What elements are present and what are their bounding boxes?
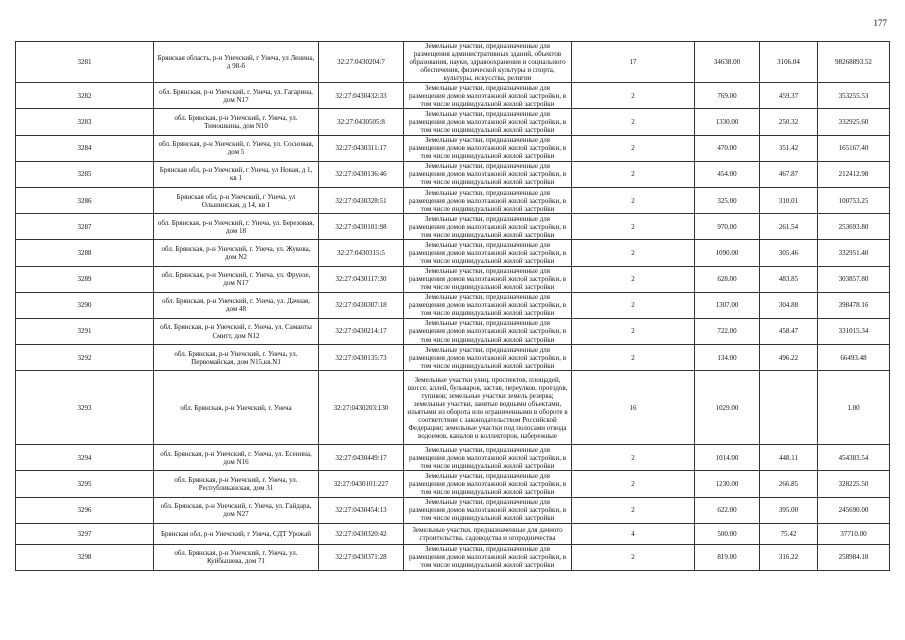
- use-group-cell: 2: [572, 471, 695, 497]
- area-cell: 1230.00: [695, 471, 760, 497]
- row-number-cell: 3292: [16, 345, 154, 371]
- use-group-cell: 4: [572, 523, 695, 544]
- specific-value-cell: 459.37: [760, 83, 818, 109]
- cadastral-value-cell: 331015.34: [818, 318, 890, 344]
- specific-value-cell: 351.42: [760, 135, 818, 161]
- land-use-cell: Земельные участки, предназначенные для размещения домов малоэтажной жилой застройки, в том числе индивидуальной жилой застройки: [404, 135, 572, 161]
- specific-value-cell: 266.85: [760, 471, 818, 497]
- address-cell: обл. Брянская, р-н Унечский, г. Унеча, ул. Березовая, дом 18: [154, 214, 319, 240]
- specific-value-cell: 448.11: [760, 445, 818, 471]
- row-number-cell: 3298: [16, 544, 154, 570]
- use-group-cell: 2: [572, 214, 695, 240]
- row-number-cell: 3294: [16, 445, 154, 471]
- cadastral-number-cell: 32:27:0430135:73: [319, 345, 404, 371]
- cadastral-value-cell: 258984.18: [818, 544, 890, 570]
- address-cell: обл. Брянская, р-н Унечский, г. Унеча, ул. Республиканская, дом 31: [154, 471, 319, 497]
- use-group-cell: 2: [572, 187, 695, 213]
- land-use-cell: Земельные участки, предназначенные для размещения домов малоэтажной жилой застройки, в том числе индивидуальной жилой застройки: [404, 544, 572, 570]
- table-row: [16, 445, 890, 471]
- row-number-cell: 3283: [16, 109, 154, 135]
- area-cell: 1307.00: [695, 292, 760, 318]
- address-cell: обл. Брянская, р-н Унечский, г. Унеча, ул. Гагарина, дом N17: [154, 83, 319, 109]
- land-use-cell: Земельные участки, предназначенные для размещения домов малоэтажной жилой застройки, в том числе индивидуальной жилой застройки: [404, 266, 572, 292]
- cadastral-value-cell: 332951.40: [818, 240, 890, 266]
- cadastral-number-cell: 32:27:0430214:17: [319, 318, 404, 344]
- area-cell: 722.00: [695, 318, 760, 344]
- cadastral-value-cell: 212412.98: [818, 161, 890, 187]
- row-number-cell: 3293: [16, 371, 154, 445]
- cadastral-value-cell: 253693.80: [818, 214, 890, 240]
- area-cell: 325.00: [695, 187, 760, 213]
- use-group-cell: 2: [572, 240, 695, 266]
- row-number-cell: 3291: [16, 318, 154, 344]
- address-cell: обл. Брянская, р-н Унечский, г. Унеча, ул. Куйбышева, дом 71: [154, 544, 319, 570]
- area-cell: 970.00: [695, 214, 760, 240]
- cadastral-number-cell: 32:27:0430307:18: [319, 292, 404, 318]
- specific-value-cell: 496.22: [760, 345, 818, 371]
- land-use-cell: Земельные участки, предназначенные для размещения домов малоэтажной жилой застройки, в том числе индивидуальной жилой застройки: [404, 292, 572, 318]
- row-number-cell: 3282: [16, 83, 154, 109]
- cadastral-number-cell: 32:27:0430101:98: [319, 214, 404, 240]
- table-row: [16, 240, 890, 266]
- address-cell: обл. Брянская, р-н Унечский, г. Унеча, ул. Тимошкина, дом N10: [154, 109, 319, 135]
- land-use-cell: Земельные участки, предназначенные для размещения административных зданий, объектов образования, науки, здравоохранения и социального обеспечения, физической культуры и спорта, культуры, искусства, религии: [404, 42, 572, 83]
- land-use-cell: Земельные участки, предназначенные для размещения домов малоэтажной жилой застройки, в том числе индивидуальной жилой застройки: [404, 497, 572, 523]
- area-cell: 1029.00: [695, 371, 760, 445]
- table-row: [16, 42, 890, 83]
- address-cell: обл. Брянская, р-н Унечский, г. Унеча, ул. Саманты Смитт, дом N12: [154, 318, 319, 344]
- specific-value-cell: 310.01: [760, 187, 818, 213]
- cadastral-value-cell: 245690.00: [818, 497, 890, 523]
- table-row: [16, 161, 890, 187]
- cadastral-value-cell: 37710.00: [818, 523, 890, 544]
- address-cell: Брянская область, р-н Унечский, г Унеча, ул Ленина, д 98-б: [154, 42, 319, 83]
- address-cell: обл. Брянская, р-н Унечский, г. Унеча, ул. Жукова, дом N2: [154, 240, 319, 266]
- use-group-cell: 2: [572, 318, 695, 344]
- table-row: [16, 371, 890, 445]
- cadastral-number-cell: 32:27:0430117:30: [319, 266, 404, 292]
- specific-value-cell: 3106.04: [760, 42, 818, 83]
- land-use-cell: Земельные участки, предназначенные для дачного строительства, садоводства и огородничества: [404, 523, 572, 544]
- table-row: [16, 266, 890, 292]
- specific-value-cell: 250.32: [760, 109, 818, 135]
- cadastral-value-cell: 66493.48: [818, 345, 890, 371]
- land-use-cell: Земельные участки, предназначенные для размещения домов малоэтажной жилой застройки, в том числе индивидуальной жилой застройки: [404, 240, 572, 266]
- land-registry-table: [15, 41, 890, 571]
- cadastral-value-cell: 165167.40: [818, 135, 890, 161]
- specific-value-cell: 304.88: [760, 292, 818, 318]
- row-number-cell: 3295: [16, 471, 154, 497]
- cadastral-number-cell: 32:27:0430101:227: [319, 471, 404, 497]
- table-row: [16, 544, 890, 570]
- area-cell: 34638.00: [695, 42, 760, 83]
- table-row: [16, 83, 890, 109]
- table-row: [16, 497, 890, 523]
- address-cell: Брянская обл, р-н Унечский, г Унеча, ул Новая, д 1, кв 1: [154, 161, 319, 187]
- land-use-cell: Земельные участки улиц, проспектов, площадей, шоссе, аллей, бульваров, застав, переулков, проездов, тупиков; земельные участки земель резерва; земельные участки, занятые водными объектами, изъятыми из оборота или ограниченными в обороте в соответствии с законодательством Российской Федерации; земельные участки под полосами отвода водоемов, каналов и коллекторов, набережные: [404, 371, 572, 445]
- area-cell: 454.00: [695, 161, 760, 187]
- row-number-cell: 3287: [16, 214, 154, 240]
- cadastral-number-cell: 32:27:0430136:46: [319, 161, 404, 187]
- address-cell: обл. Брянская, р-н Унечский, г. Унеча, ул. Первомайская, дом N15,кв.N1: [154, 345, 319, 371]
- row-number-cell: 3296: [16, 497, 154, 523]
- row-number-cell: 3297: [16, 523, 154, 544]
- cadastral-value-cell: 454383.54: [818, 445, 890, 471]
- cadastral-value-cell: 98268893.52: [818, 42, 890, 83]
- use-group-cell: 2: [572, 266, 695, 292]
- area-cell: 1014.00: [695, 445, 760, 471]
- use-group-cell: 2: [572, 497, 695, 523]
- area-cell: 769.00: [695, 83, 760, 109]
- specific-value-cell: 458.47: [760, 318, 818, 344]
- cadastral-value-cell: 353255.53: [818, 83, 890, 109]
- specific-value-cell: 261.54: [760, 214, 818, 240]
- table-row: [16, 109, 890, 135]
- cadastral-number-cell: 32:27:0430315:5: [319, 240, 404, 266]
- specific-value-cell: 305.46: [760, 240, 818, 266]
- use-group-cell: 2: [572, 161, 695, 187]
- row-number-cell: 3286: [16, 187, 154, 213]
- table-row: [16, 523, 890, 544]
- cadastral-number-cell: 32:27:0430449:17: [319, 445, 404, 471]
- land-use-cell: Земельные участки, предназначенные для размещения домов малоэтажной жилой застройки, в том числе индивидуальной жилой застройки: [404, 187, 572, 213]
- specific-value-cell: 483.85: [760, 266, 818, 292]
- land-use-cell: Земельные участки, предназначенные для размещения домов малоэтажной жилой застройки, в том числе индивидуальной жилой застройки: [404, 109, 572, 135]
- use-group-cell: 2: [572, 292, 695, 318]
- table-row: [16, 318, 890, 344]
- use-group-cell: 2: [572, 544, 695, 570]
- address-cell: Брянская обл, р-н Унечский, г Унеча, СДТ Урожай: [154, 523, 319, 544]
- land-use-cell: Земельные участки, предназначенные для размещения домов малоэтажной жилой застройки, в том числе индивидуальной жилой застройки: [404, 161, 572, 187]
- cadastral-number-cell: 32:27:0430328:51: [319, 187, 404, 213]
- land-use-cell: Земельные участки, предназначенные для размещения домов малоэтажной жилой застройки, в том числе индивидуальной жилой застройки: [404, 318, 572, 344]
- row-number-cell: 3290: [16, 292, 154, 318]
- cadastral-number-cell: 32:27:0430204:7: [319, 42, 404, 83]
- land-use-cell: Земельные участки, предназначенные для размещения домов малоэтажной жилой застройки, в том числе индивидуальной жилой застройки: [404, 214, 572, 240]
- cadastral-number-cell: 32:27:0430454:13: [319, 497, 404, 523]
- land-use-cell: Земельные участки, предназначенные для размещения домов малоэтажной жилой застройки, в том числе индивидуальной жилой застройки: [404, 471, 572, 497]
- cadastral-number-cell: 32:27:0430203:130: [319, 371, 404, 445]
- table-row: [16, 471, 890, 497]
- row-number-cell: 3281: [16, 42, 154, 83]
- cadastral-value-cell: 1.00: [818, 371, 890, 445]
- registry-body: [16, 42, 890, 571]
- table-row: [16, 187, 890, 213]
- cadastral-number-cell: 32:27:0430320:42: [319, 523, 404, 544]
- use-group-cell: 2: [572, 135, 695, 161]
- area-cell: 470.00: [695, 135, 760, 161]
- cadastral-value-cell: 100753.25: [818, 187, 890, 213]
- use-group-cell: 2: [572, 109, 695, 135]
- table-row: [16, 214, 890, 240]
- row-number-cell: 3285: [16, 161, 154, 187]
- row-number-cell: 3288: [16, 240, 154, 266]
- cadastral-value-cell: 328225.50: [818, 471, 890, 497]
- row-number-cell: 3289: [16, 266, 154, 292]
- area-cell: 500.00: [695, 523, 760, 544]
- land-use-cell: Земельные участки, предназначенные для размещения домов малоэтажной жилой застройки, в том числе индивидуальной жилой застройки: [404, 445, 572, 471]
- cadastral-value-cell: 303857.80: [818, 266, 890, 292]
- use-group-cell: 17: [572, 42, 695, 83]
- table-row: [16, 292, 890, 318]
- area-cell: 628.00: [695, 266, 760, 292]
- address-cell: обл. Брянская, р-н Унечский, г. Унеча, ул. Гайдара, дом N27: [154, 497, 319, 523]
- address-cell: Брянская обл, р-н Унечский, г Унеча, ул Ольшинская, д 14, кв 1: [154, 187, 319, 213]
- cadastral-number-cell: 32:27:0430311:17: [319, 135, 404, 161]
- cadastral-number-cell: 32:27:0430432:33: [319, 83, 404, 109]
- use-group-cell: 2: [572, 345, 695, 371]
- use-group-cell: 2: [572, 445, 695, 471]
- area-cell: 819.00: [695, 544, 760, 570]
- cadastral-number-cell: 32:27:0430505:8: [319, 109, 404, 135]
- area-cell: 622.00: [695, 497, 760, 523]
- use-group-cell: 16: [572, 371, 695, 445]
- area-cell: 134.00: [695, 345, 760, 371]
- specific-value-cell: 316.22: [760, 544, 818, 570]
- specific-value-cell: [760, 371, 818, 445]
- page-number: 177: [873, 18, 887, 28]
- specific-value-cell: 75.42: [760, 523, 818, 544]
- land-use-cell: Земельные участки, предназначенные для размещения домов малоэтажной жилой застройки, в том числе индивидуальной жилой застройки: [404, 83, 572, 109]
- address-cell: обл. Брянская, р-н Унечский, г. Унеча, ул. Есенина, дом N16: [154, 445, 319, 471]
- cadastral-number-cell: 32:27:0430371:28: [319, 544, 404, 570]
- cadastral-value-cell: 332925.60: [818, 109, 890, 135]
- area-cell: 1090.00: [695, 240, 760, 266]
- address-cell: обл. Брянская, р-н Унечский, г. Унеча, ул. Дачная, дом 48: [154, 292, 319, 318]
- address-cell: обл. Брянская, р-н Унечский, г. Унеча, ул. Сосновая, дом 5: [154, 135, 319, 161]
- cadastral-value-cell: 398478.16: [818, 292, 890, 318]
- specific-value-cell: 467.87: [760, 161, 818, 187]
- address-cell: обл. Брянская, р-н Унечский, г. Унеча: [154, 371, 319, 445]
- land-use-cell: Земельные участки, предназначенные для размещения домов малоэтажной жилой застройки, в том числе индивидуальной жилой застройки: [404, 345, 572, 371]
- table-row: [16, 135, 890, 161]
- use-group-cell: 2: [572, 83, 695, 109]
- address-cell: обл. Брянская, р-н Унечский, г. Унеча, ул. Фрунзе, дом N17: [154, 266, 319, 292]
- area-cell: 1330.00: [695, 109, 760, 135]
- row-number-cell: 3284: [16, 135, 154, 161]
- table-row: [16, 345, 890, 371]
- specific-value-cell: 395.00: [760, 497, 818, 523]
